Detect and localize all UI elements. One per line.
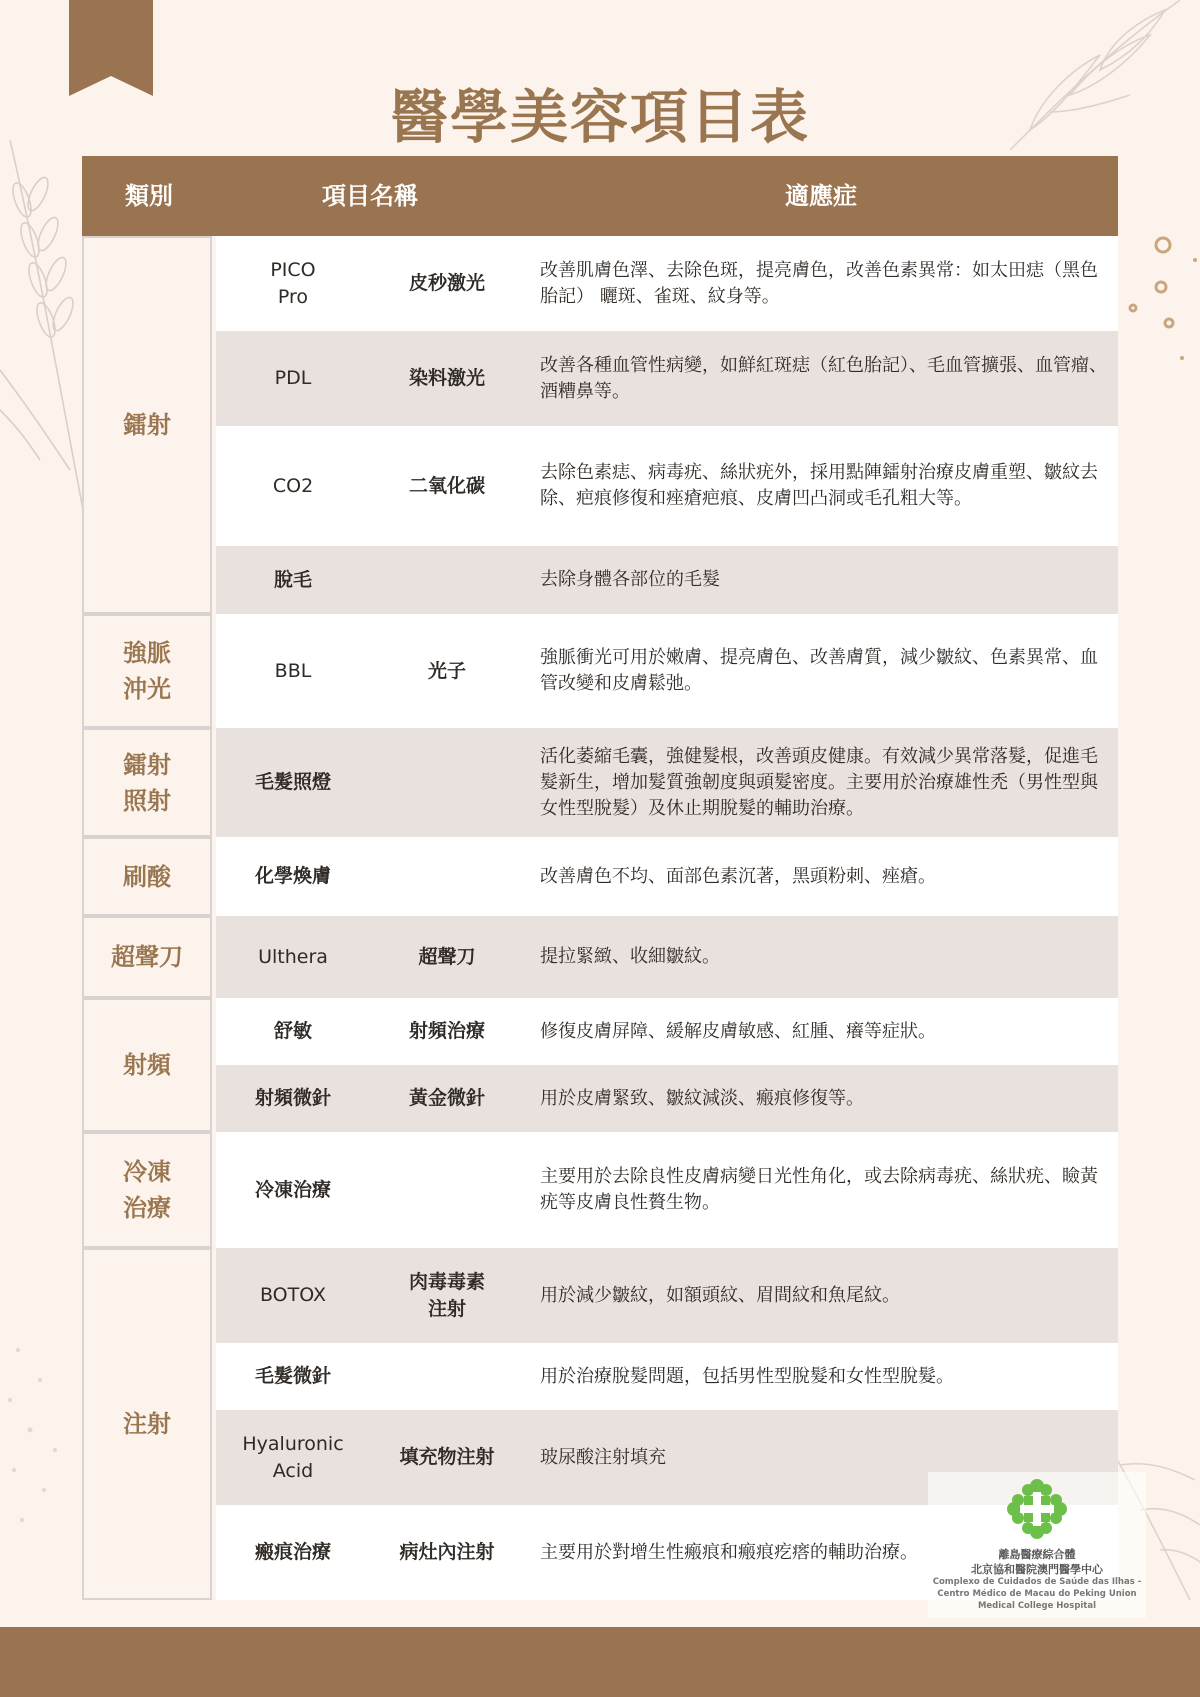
- item-alias: 病灶內注射: [399, 1541, 495, 1563]
- item-alias: [370, 546, 524, 614]
- header-item-name: 項目名稱: [322, 182, 418, 210]
- header-indication: 適應症: [785, 182, 857, 210]
- table-row: [216, 331, 1118, 426]
- item-name: 冷凍治療: [254, 1178, 331, 1201]
- table-row: [216, 728, 1118, 837]
- dots-decoration-left-icon: [0, 1320, 80, 1550]
- item-alias: 二氧化碳: [408, 474, 485, 497]
- logo-name-chinese-1: 離島醫療綜合體: [998, 1548, 1076, 1561]
- table-row: [216, 614, 1118, 728]
- item-indication: 修復皮膚屏障、緩解皮膚敏感、紅腫、癢等症狀。: [540, 1020, 936, 1042]
- item-indication: 用於治療脫髮問題，包括男性型脫髮和女性型脫髮。: [540, 1365, 954, 1387]
- table-row: [216, 916, 1118, 998]
- item-alias: 光子: [427, 659, 466, 682]
- item-alias: 皮秒激光: [408, 272, 485, 294]
- item-alias: 肉毒毒素 注射: [408, 1270, 485, 1320]
- item-alias: [370, 837, 524, 916]
- item-indication: 玻尿酸注射填充: [540, 1446, 666, 1468]
- category-cell: 強脈 沖光: [82, 614, 212, 728]
- category-cell: 射頻: [82, 998, 212, 1132]
- logo-name-chinese-2: 北京協和醫院澳門醫學中心: [971, 1563, 1103, 1576]
- item-indication: 活化萎縮毛囊，強健髮根，改善頭皮健康。有效減少異常落髮，促進毛髮新生，增加髮質強韌度與頭髮密度。主要用於治療雄性禿（男性型與女性型脫髮）及休止期脫髮的輔助治療。: [540, 745, 1098, 819]
- page-title: 醫學美容項目表: [389, 83, 810, 151]
- item-name: PDL: [274, 367, 312, 389]
- item-indication: 去除身體各部位的毛髮: [540, 569, 720, 590]
- item-alias: 超聲刀: [418, 945, 476, 968]
- table-row: [216, 1343, 1118, 1410]
- item-name: BBL: [274, 659, 312, 682]
- table-row: [216, 546, 1118, 614]
- category-cell: 超聲刀: [82, 916, 212, 998]
- item-indication: 主要用於對增生性瘢痕和瘢痕疙瘩的輔助治療。: [540, 1541, 918, 1563]
- item-name: PICO Pro: [270, 258, 316, 308]
- table-row: [216, 1132, 1118, 1248]
- header-category: 類別: [125, 182, 173, 210]
- item-name: 毛髮微針: [254, 1365, 331, 1387]
- table-row: [216, 837, 1118, 916]
- table-row: [216, 998, 1118, 1065]
- table-row: [216, 1248, 1118, 1343]
- item-alias: [370, 1132, 524, 1248]
- item-alias: 射頻治療: [408, 1020, 485, 1042]
- table-row: [216, 426, 1118, 546]
- item-name: 射頻微針: [254, 1087, 331, 1109]
- table-header: [82, 156, 1118, 236]
- item-name: 毛髮照燈: [254, 771, 331, 793]
- category-cell: 鐳射 照射: [82, 728, 212, 837]
- category-cell: 鐳射: [82, 236, 212, 614]
- wheat-decoration-left-icon: [0, 110, 95, 530]
- treatment-table: [82, 156, 1118, 1606]
- item-indication: 去除色素痣、病毒疣、絲狀疣外，採用點陣鐳射治療皮膚重塑、皺紋去除、疤痕修復和痤瘡疤痕、皮膚凹凸洞或毛孔粗大等。: [540, 462, 1098, 509]
- item-name: Ulthera: [258, 945, 328, 968]
- category-cell: 注射: [82, 1248, 212, 1600]
- logo-name-portuguese: Complexo de Cuidados de Saúde das Ilhas - Centro Médico de Macau do Peking Union Medical College Hospital: [932, 1577, 1142, 1611]
- item-indication: 用於減少皺紋，如額頭紋、眉間紋和魚尾紋。: [540, 1284, 900, 1306]
- item-alias: [370, 1343, 524, 1410]
- table-row: [216, 1065, 1118, 1132]
- item-alias: [370, 728, 524, 837]
- hospital-logo: [928, 1472, 1146, 1618]
- table-row: [216, 236, 1118, 331]
- item-name: 脫毛: [273, 568, 312, 591]
- item-name: Hyaluronic Acid: [242, 1432, 344, 1482]
- item-indication: 提拉緊緻、收細皺紋。: [540, 946, 720, 967]
- item-name: BOTOX: [259, 1284, 327, 1306]
- item-indication: 主要用於去除良性皮膚病變日光性角化，或去除病毒疣、絲狀疣、瞼黃疣等皮膚良性贅生物。: [540, 1166, 1098, 1213]
- category-cell: 冷凍 治療: [82, 1132, 212, 1248]
- green-cross-logo-icon: [1006, 1478, 1068, 1540]
- item-alias: 黃金微針: [408, 1087, 485, 1109]
- item-indication: 改善肌膚色澤、去除色斑，提亮膚色，改善色素異常：如太田痣（黑色胎記） 曬斑、雀斑、紋身等。: [540, 259, 1098, 307]
- item-name: CO2: [272, 474, 314, 497]
- category-cell: 刷酸: [82, 837, 212, 916]
- item-alias: 染料激光: [408, 367, 485, 389]
- item-indication: 用於皮膚緊致、皺紋減淡、瘢痕修復等。: [540, 1087, 864, 1109]
- item-indication: 強脈衝光可用於嫩膚、提亮膚色、改善膚質，減少皺紋、色素異常、血管改變和皮膚鬆弛。: [540, 647, 1098, 694]
- item-indication: 改善膚色不均、面部色素沉著，黑頭粉刺、痤瘡。: [540, 865, 936, 887]
- dots-decoration-right-icon: [1125, 230, 1200, 370]
- item-name: 瘢痕治療: [254, 1541, 331, 1563]
- item-name: 舒敏: [273, 1020, 312, 1042]
- item-indication: 改善各種血管性病變，如鮮紅斑痣（紅色胎記）、毛血管擴張、血管瘤、酒糟鼻等。: [540, 354, 1107, 402]
- item-name: 化學煥膚: [254, 865, 331, 887]
- item-alias: 填充物注射: [399, 1446, 495, 1468]
- footer-bar: [0, 1627, 1200, 1697]
